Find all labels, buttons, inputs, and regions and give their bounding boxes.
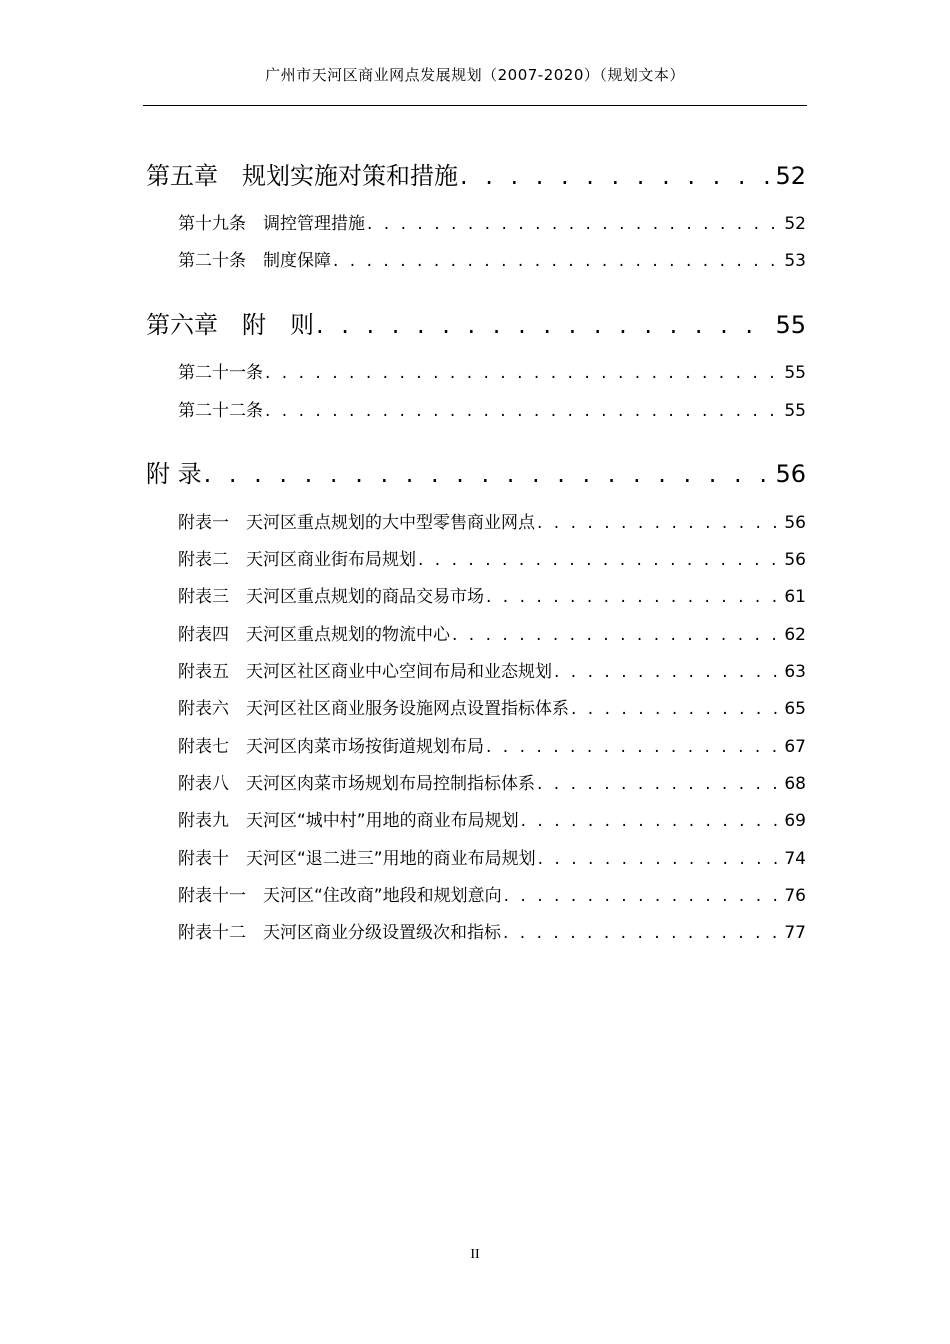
dot-leader: [521, 811, 783, 831]
toc-label: 附 录: [146, 460, 202, 488]
toc-chapter-6[interactable]: [146, 305, 806, 337]
toc-appendix-table-4[interactable]: [178, 620, 806, 644]
toc-page-number: 62: [784, 625, 806, 645]
toc-page-number: 56: [775, 460, 806, 488]
dot-leader: [538, 849, 783, 869]
dot-leader: [460, 162, 773, 190]
toc-article-19[interactable]: [178, 209, 806, 233]
toc-appendix-table-5[interactable]: [178, 657, 806, 681]
header-rule: [143, 105, 807, 106]
toc-appendix-table-9[interactable]: [178, 806, 806, 830]
toc-page-number: 55: [775, 311, 806, 339]
running-header: 广州市天河区商业网点发展规划（2007-2020）（规划文本）: [265, 66, 685, 84]
toc-label: 第六章 附 则: [146, 311, 314, 339]
dot-leader: [316, 311, 773, 339]
toc-page-number: 77: [784, 923, 806, 943]
dot-leader: [504, 886, 783, 906]
toc-label: 附表二 天河区商业街布局规划: [178, 550, 416, 570]
toc-label: 第二十条 制度保障: [178, 251, 331, 271]
dot-leader: [452, 625, 782, 645]
toc-article-22[interactable]: [178, 396, 806, 420]
toc-label: 附表十一 天河区“住改商”地段和规划意向: [178, 886, 502, 906]
toc-chapter-5[interactable]: [146, 156, 806, 188]
dot-leader: [418, 550, 782, 570]
toc-page-number: 61: [784, 587, 806, 607]
toc-appendix-table-3[interactable]: [178, 582, 806, 606]
toc-page-number: 55: [784, 363, 806, 383]
dot-leader: [486, 737, 782, 757]
dot-leader: [503, 923, 782, 943]
dot-leader: [554, 662, 782, 682]
toc-page-number: 52: [784, 214, 806, 234]
toc-page-number: 74: [784, 849, 806, 869]
toc-appendix-table-7[interactable]: [178, 732, 806, 756]
toc-label: 附表九 天河区“城中村”用地的商业布局规划: [178, 811, 519, 831]
toc-page-number: 69: [784, 811, 806, 831]
toc-label: 第二十二条: [178, 401, 263, 421]
toc-appendix-table-10[interactable]: [178, 844, 806, 868]
toc-label: 附表四 天河区重点规划的物流中心: [178, 625, 450, 645]
toc-article-20[interactable]: [178, 246, 806, 270]
toc-page-number: 76: [784, 886, 806, 906]
toc-appendix-table-8[interactable]: [178, 769, 806, 793]
toc-appendix-table-12[interactable]: [178, 918, 806, 942]
toc-label: 第二十一条: [178, 363, 263, 383]
toc-appendix-table-1[interactable]: [178, 508, 806, 532]
toc-label: 附表三 天河区重点规划的商品交易市场: [178, 587, 484, 607]
dot-leader: [571, 699, 782, 719]
dot-leader: [486, 587, 782, 607]
toc-appendix[interactable]: [146, 454, 806, 486]
toc-page-number: 56: [784, 513, 806, 533]
toc-page-number: 52: [775, 162, 806, 190]
toc-page-number: 63: [784, 662, 806, 682]
toc-article-21[interactable]: [178, 358, 806, 382]
toc-appendix-table-2[interactable]: [178, 545, 806, 569]
toc-label: 附表十 天河区“退二进三”用地的商业布局规划: [178, 849, 536, 869]
toc-label: 第十九条 调控管理措施: [178, 214, 365, 234]
toc-label: 附表一 天河区重点规划的大中型零售商业网点: [178, 513, 535, 533]
toc-page-number: 55: [784, 401, 806, 421]
dot-leader: [333, 251, 782, 271]
toc-label: 附表五 天河区社区商业中心空间布局和业态规划: [178, 662, 552, 682]
page-number: II: [470, 1247, 480, 1262]
toc-appendix-table-6[interactable]: [178, 694, 806, 718]
toc-page-number: 56: [784, 550, 806, 570]
dot-leader: [537, 774, 782, 794]
dot-leader: [265, 363, 782, 383]
toc-label: 附表六 天河区社区商业服务设施网点设置指标体系: [178, 699, 569, 719]
dot-leader: [537, 513, 782, 533]
dot-leader: [265, 401, 782, 421]
toc-label: 第五章 规划实施对策和措施: [146, 162, 458, 190]
toc-page-number: 67: [784, 737, 806, 757]
toc-label: 附表八 天河区肉菜市场规划布局控制指标体系: [178, 774, 535, 794]
toc-page-number: 53: [784, 251, 806, 271]
toc-page-number: 65: [784, 699, 806, 719]
dot-leader: [204, 460, 774, 488]
toc-label: 附表七 天河区肉菜市场按街道规划布局: [178, 737, 484, 757]
dot-leader: [367, 214, 782, 234]
toc-label: 附表十二 天河区商业分级设置级次和指标: [178, 923, 501, 943]
toc-page-number: 68: [784, 774, 806, 794]
toc-appendix-table-11[interactable]: [178, 881, 806, 905]
